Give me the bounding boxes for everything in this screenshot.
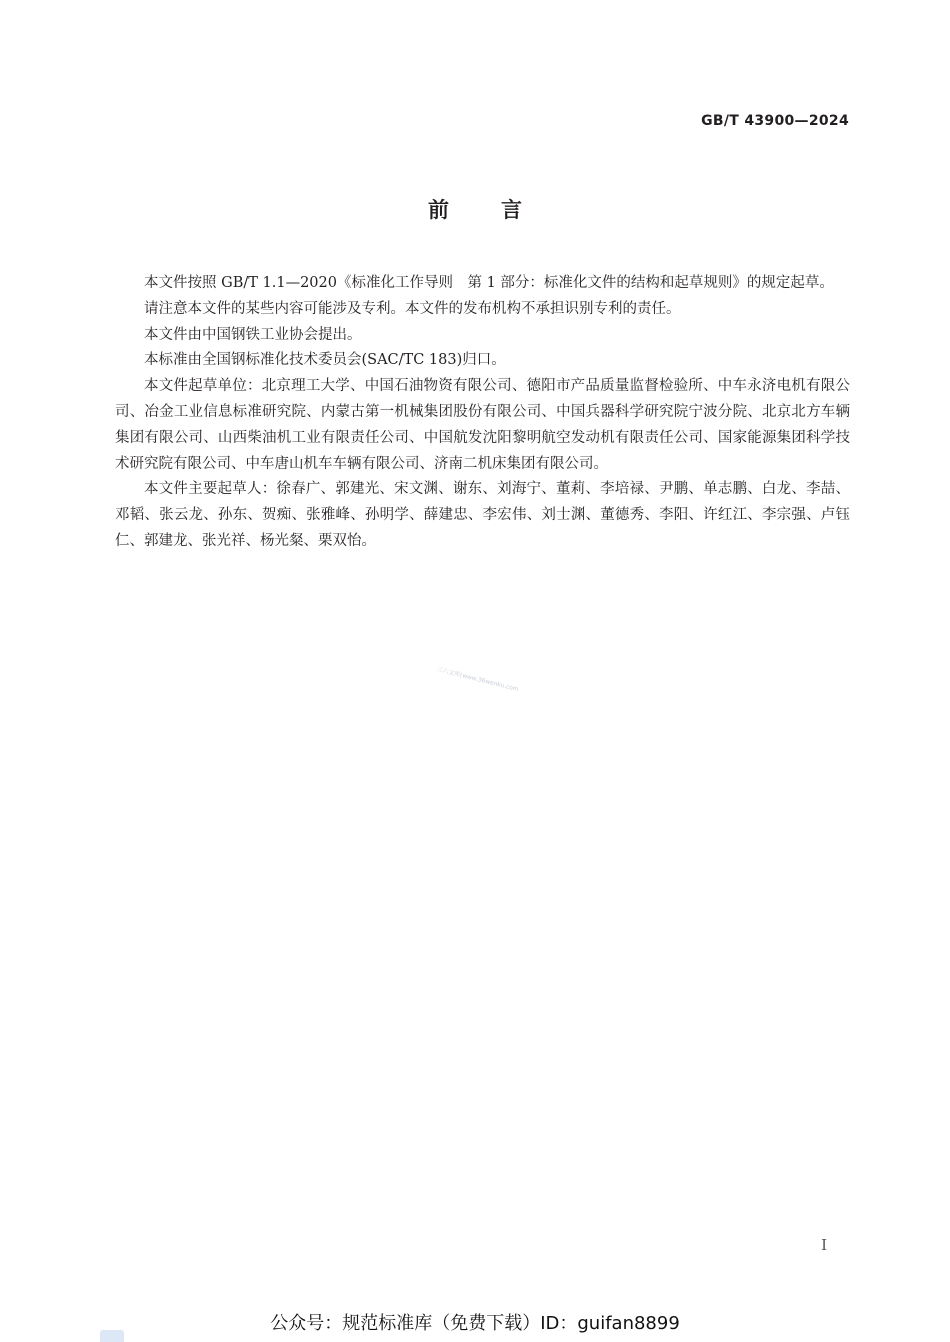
document-body bbox=[115, 271, 850, 555]
page-title: 前言 bbox=[428, 198, 574, 222]
paragraph-proposer: 本文件由中国钢铁工业协会提出。 bbox=[144, 326, 362, 343]
paragraph-drafters: 本文件主要起草人：徐春广、郭建光、宋文渊、谢东、刘海宁、董莉、李培禄、尹鹏、单志鹏、白龙、李喆、邓韬、张云龙、孙东、贺痴、张雅峰、孙明学、薛建忠、李宏伟、刘士渊、董德秀、李阳、许红江、李宗强、卢钰仁、郭建龙、张光祥、杨光粲、栗双怡。 bbox=[115, 481, 850, 549]
footer-banner: 公众号：规范标准库（免费下载）ID：guifan8899 bbox=[270, 1313, 680, 1334]
watermark-text: 三六文库(www.36wenku.com bbox=[435, 665, 520, 694]
paragraph-administration: 本标准由全国钢标准化技术委员会(SAC/TC 183)归口。 bbox=[144, 352, 506, 369]
paragraph-patent-notice: 请注意本文件的某些内容可能涉及专利。本文件的发布机构不承担识别专利的责任。 bbox=[144, 300, 681, 317]
paragraph-drafting-rules: 本文件按照 GB/T 1.1—2020《标准化工作导则 第 1 部分：标准化文件的结构和起草规则》的规定起草。 bbox=[144, 275, 834, 291]
paragraph-drafting-units: 本文件起草单位：北京理工大学、中国石油物资有限公司、德阳市产品质量监督检验所、中车永济电机有限公司、冶金工业信息标准研究院、内蒙古第一机械集团股份有限公司、中国兵器科学研究院宁波分院、北京北方车辆集团有限公司、山西柴油机工业有限责任公司、中国航发沈阳黎明航空发动机有限责任公司、国家能源集团科学技术研究院有限公司、中车唐山机车车辆有限公司、济南二机床集团有限公司。 bbox=[115, 378, 850, 472]
standard-code: GB/T 43900—2024 bbox=[701, 113, 849, 129]
corner-decoration bbox=[100, 1330, 124, 1342]
page-number: I bbox=[821, 1236, 827, 1254]
